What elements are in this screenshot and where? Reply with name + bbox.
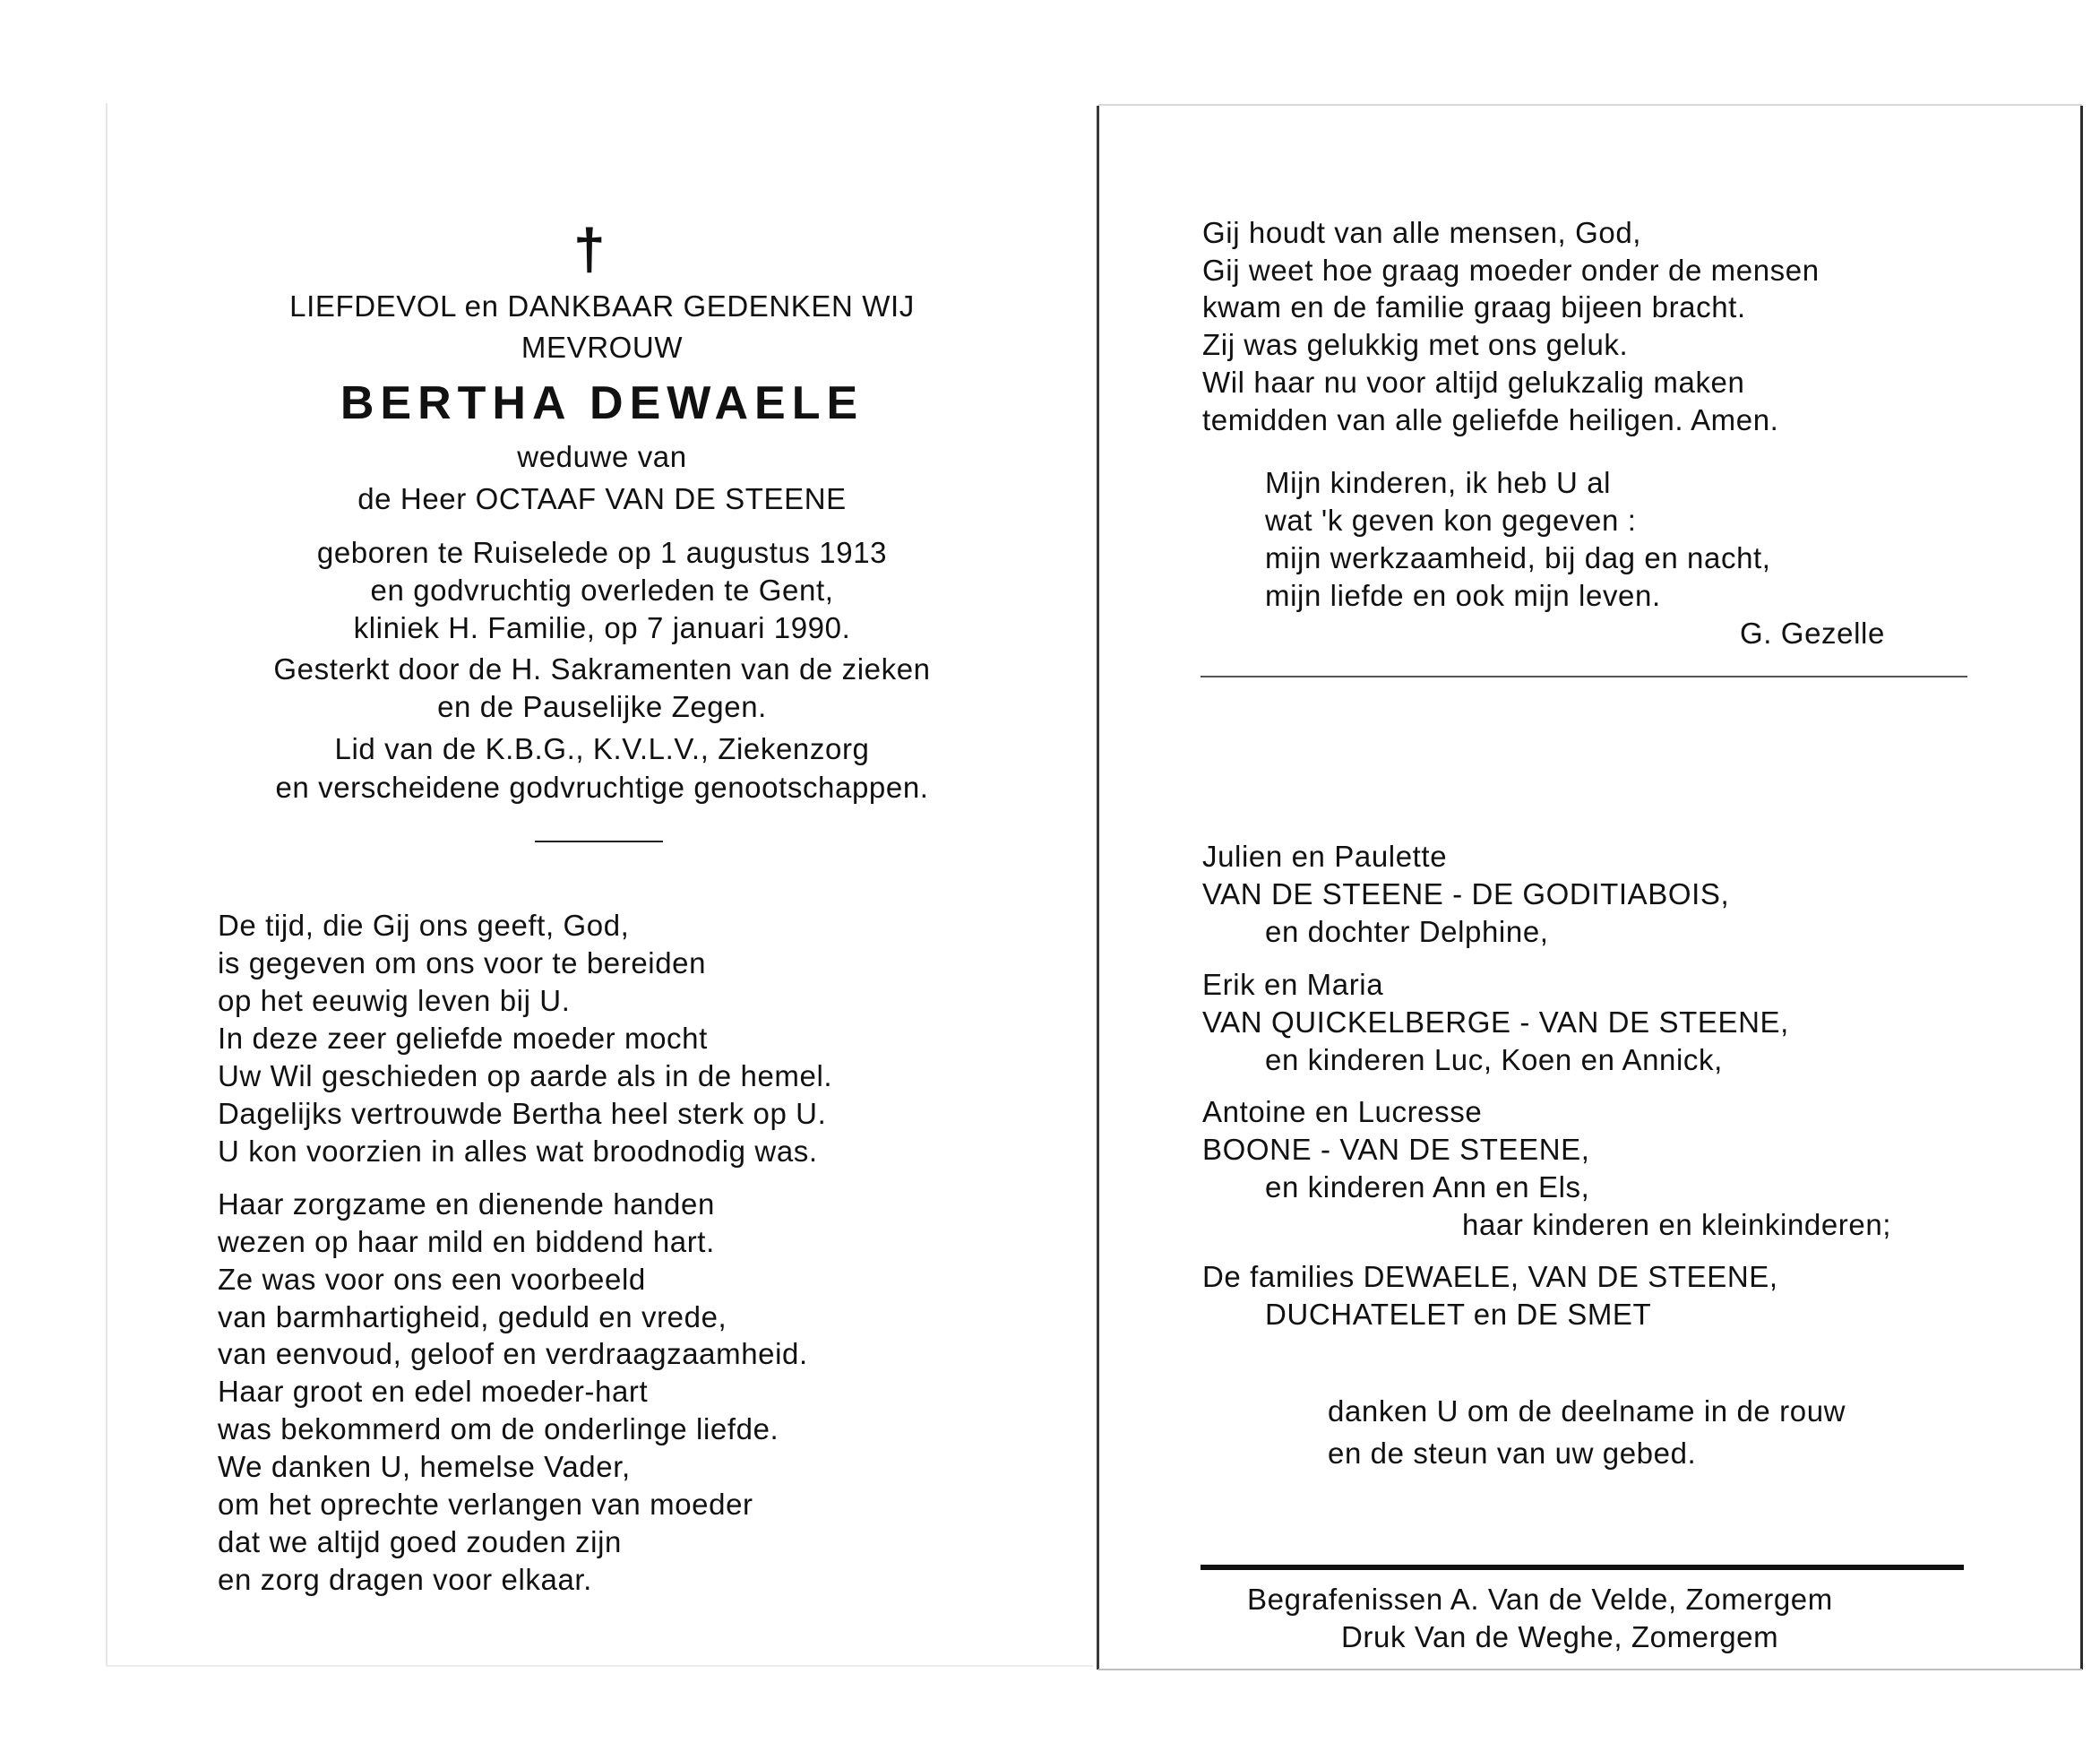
card-fold-line bbox=[1097, 106, 1099, 1670]
family-line: en kinderen Luc, Koen en Annick, bbox=[1265, 1043, 1723, 1076]
cross-icon: † bbox=[573, 217, 606, 281]
prayer-line: Ze was voor ons een voorbeeld bbox=[218, 1263, 646, 1296]
card-bottom-edge-right bbox=[1098, 1669, 2082, 1670]
header-line1: LIEFDEVOL en DANKBAAR GEDENKEN WIJ bbox=[289, 289, 915, 323]
prayer-line: Zij was gelukkig met ons geluk. bbox=[1202, 328, 1629, 361]
deceased-name: BERTHA DEWAELE bbox=[340, 377, 865, 429]
prayer-line: Dagelijks vertrouwde Bertha heel sterk op U. bbox=[218, 1097, 827, 1130]
prayer-line: Haar groot en edel moeder-hart bbox=[218, 1375, 649, 1408]
bio-line: en verscheidene godvruchtige genootschappen. bbox=[275, 771, 929, 804]
family-line: BOONE - VAN DE STEENE, bbox=[1202, 1133, 1590, 1166]
prayer-line: wezen op haar mild en biddend hart. bbox=[218, 1225, 715, 1258]
family-line: en dochter Delphine, bbox=[1265, 915, 1549, 948]
family-line: haar kinderen en kleinkinderen; bbox=[1462, 1208, 1892, 1241]
prayer-line: van eenvoud, geloof en verdraagzaamheid. bbox=[218, 1337, 808, 1370]
card-left-edge bbox=[106, 103, 108, 1667]
prayer-line: en zorg dragen voor elkaar. bbox=[218, 1563, 592, 1596]
family-line: Erik en Maria bbox=[1202, 968, 1384, 1001]
divider bbox=[1201, 676, 1967, 677]
card-top-edge-right bbox=[1098, 104, 2082, 106]
header-line2: MEVROUW bbox=[521, 331, 684, 364]
widow-of: weduwe van bbox=[517, 440, 687, 473]
thanks-line: en de steun van uw gebed. bbox=[1328, 1437, 1697, 1470]
prayer-line: De tijd, die Gij ons geeft, God, bbox=[218, 909, 630, 942]
prayer-line: dat we altijd goed zouden zijn bbox=[218, 1525, 622, 1558]
bio-line: geboren te Ruiselede op 1 augustus 1913 bbox=[316, 536, 888, 569]
bio-line: en godvruchtig overleden te Gent, bbox=[370, 574, 834, 607]
poem-author: G. Gezelle bbox=[1740, 617, 1885, 650]
family-line: DUCHATELET en DE SMET bbox=[1265, 1298, 1652, 1331]
poem-line: mijn werkzaamheid, bij dag en nacht, bbox=[1265, 541, 1771, 574]
bio-line: Lid van de K.B.G., K.V.L.V., Ziekenzorg bbox=[334, 732, 870, 765]
prayer-line: kwam en de familie graag bijeen bracht. bbox=[1202, 290, 1746, 324]
family-line: Antoine en Lucresse bbox=[1202, 1095, 1483, 1128]
bio-line: en de Pauselijke Zegen. bbox=[437, 690, 767, 723]
footer-line: Druk Van de Weghe, Zomergem bbox=[1341, 1620, 1779, 1653]
card-bottom-edge-left bbox=[106, 1665, 1093, 1667]
prayer-line: op het eeuwig leven bij U. bbox=[218, 984, 571, 1017]
prayer-line: Uw Wil geschieden op aarde als in de hemel. bbox=[218, 1059, 833, 1092]
family-line: Julien en Paulette bbox=[1202, 840, 1448, 873]
prayer-line: In deze zeer geliefde moeder mocht bbox=[218, 1022, 708, 1055]
family-line: VAN DE STEENE - DE GODITIABOIS, bbox=[1202, 877, 1730, 910]
card-right-edge bbox=[2080, 106, 2083, 1670]
husband-name: de Heer OCTAAF VAN DE STEENE bbox=[357, 482, 847, 515]
bio-line: Gesterkt door de H. Sakramenten van de zieken bbox=[273, 652, 931, 686]
prayer-line: temidden van alle geliefde heiligen. Amen. bbox=[1202, 403, 1779, 436]
prayer-line: van barmhartigheid, geduld en vrede, bbox=[218, 1300, 727, 1333]
thanks-line: danken U om de deelname in de rouw bbox=[1328, 1394, 1846, 1428]
footer-line: Begrafenissen A. Van de Velde, Zomergem bbox=[1247, 1583, 1833, 1616]
prayer-line: was bekommerd om de onderlinge liefde. bbox=[218, 1412, 779, 1445]
family-line: en kinderen Ann en Els, bbox=[1265, 1170, 1590, 1204]
family-line: VAN QUICKELBERGE - VAN DE STEENE, bbox=[1202, 1005, 1789, 1039]
bio-line: kliniek H. Familie, op 7 januari 1990. bbox=[353, 611, 851, 644]
prayer-line: Haar zorgzame en dienende handen bbox=[218, 1187, 715, 1221]
prayer-line: is gegeven om ons voor te bereiden bbox=[218, 946, 707, 979]
prayer-line: U kon voorzien in alles wat broodnodig was. bbox=[218, 1135, 818, 1168]
divider bbox=[1201, 1565, 1964, 1570]
prayer-line: Wil haar nu voor altijd gelukzalig maken bbox=[1202, 366, 1745, 399]
divider bbox=[535, 841, 663, 842]
prayer-line: Gij houdt van alle mensen, God, bbox=[1202, 216, 1642, 249]
family-line: De families DEWAELE, VAN DE STEENE, bbox=[1202, 1260, 1778, 1293]
prayer-line: We danken U, hemelse Vader, bbox=[218, 1450, 631, 1483]
poem-line: mijn liefde en ook mijn leven. bbox=[1265, 579, 1661, 612]
poem-line: wat 'k geven kon gegeven : bbox=[1265, 504, 1637, 537]
prayer-line: om het oprechte verlangen van moeder bbox=[218, 1488, 753, 1521]
poem-line: Mijn kinderen, ik heb U al bbox=[1265, 466, 1612, 499]
prayer-line: Gij weet hoe graag moeder onder de mensen bbox=[1202, 254, 1820, 287]
